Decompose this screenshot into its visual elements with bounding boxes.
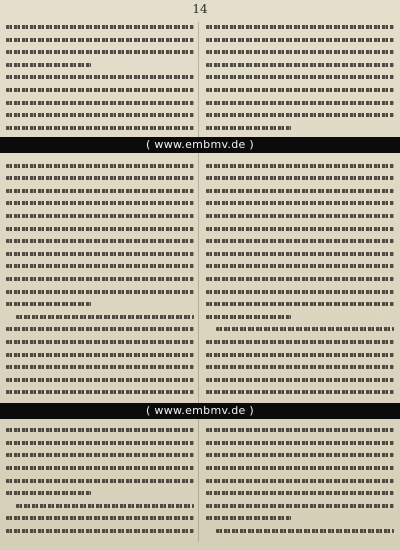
text-line [6, 189, 194, 193]
text-line [206, 126, 291, 130]
column-divider [198, 22, 199, 542]
text-line [6, 126, 194, 130]
text-line [16, 504, 194, 508]
text-line [6, 479, 194, 483]
text-line [206, 390, 394, 394]
text-line [206, 302, 394, 306]
text-line [6, 214, 194, 218]
text-line [206, 290, 394, 294]
text-line [6, 101, 194, 105]
text-line [6, 390, 194, 394]
text-line [216, 327, 394, 331]
text-line [206, 25, 394, 29]
text-line [206, 277, 394, 281]
left-text-column [6, 20, 194, 544]
text-line [6, 441, 194, 445]
text-line [206, 38, 394, 42]
text-line [6, 201, 194, 205]
text-line [6, 529, 194, 533]
text-line [206, 88, 394, 92]
text-line [206, 75, 394, 79]
text-line [16, 315, 194, 319]
text-line [6, 239, 194, 243]
right-text-column [206, 20, 394, 544]
text-line [6, 25, 194, 29]
text-line [206, 189, 394, 193]
text-line [6, 88, 194, 92]
text-line [206, 353, 394, 357]
text-line [206, 453, 394, 457]
text-line [6, 277, 194, 281]
text-line [6, 327, 194, 331]
text-line [6, 340, 194, 344]
text-line [206, 315, 291, 319]
text-line [6, 50, 194, 54]
text-line [206, 113, 394, 117]
text-line [6, 428, 194, 432]
text-line [206, 264, 394, 268]
text-line [206, 63, 394, 67]
text-line [206, 378, 394, 382]
text-line [6, 176, 194, 180]
text-line [206, 239, 394, 243]
text-line [206, 340, 394, 344]
watermark-banner-top: ( www.embmv.de ) [0, 137, 400, 153]
text-line [6, 516, 194, 520]
text-line [6, 290, 194, 294]
text-line [6, 453, 194, 457]
text-line [6, 466, 194, 470]
text-line [206, 466, 394, 470]
text-line [206, 441, 394, 445]
text-line [206, 365, 394, 369]
text-line [206, 479, 394, 483]
text-line [6, 378, 194, 382]
text-line [206, 516, 291, 520]
text-line [6, 252, 194, 256]
text-line [206, 101, 394, 105]
watermark-banner-bottom: ( www.embmv.de ) [0, 403, 400, 419]
text-line [6, 113, 194, 117]
text-line [6, 264, 194, 268]
text-line [206, 164, 394, 168]
text-line [6, 38, 194, 42]
text-line [6, 75, 194, 79]
text-line [6, 353, 194, 357]
text-line [6, 164, 194, 168]
text-line [206, 227, 394, 231]
text-line [6, 491, 91, 495]
text-line [206, 491, 394, 495]
text-line [6, 63, 91, 67]
text-line [206, 201, 394, 205]
text-line [206, 428, 394, 432]
page-number: 14 [192, 2, 208, 16]
text-line [206, 214, 394, 218]
text-line [6, 302, 91, 306]
text-line [206, 504, 394, 508]
text-line [206, 50, 394, 54]
text-line [6, 227, 194, 231]
text-line [206, 252, 394, 256]
text-line [216, 529, 394, 533]
text-line [206, 176, 394, 180]
text-line [6, 365, 194, 369]
